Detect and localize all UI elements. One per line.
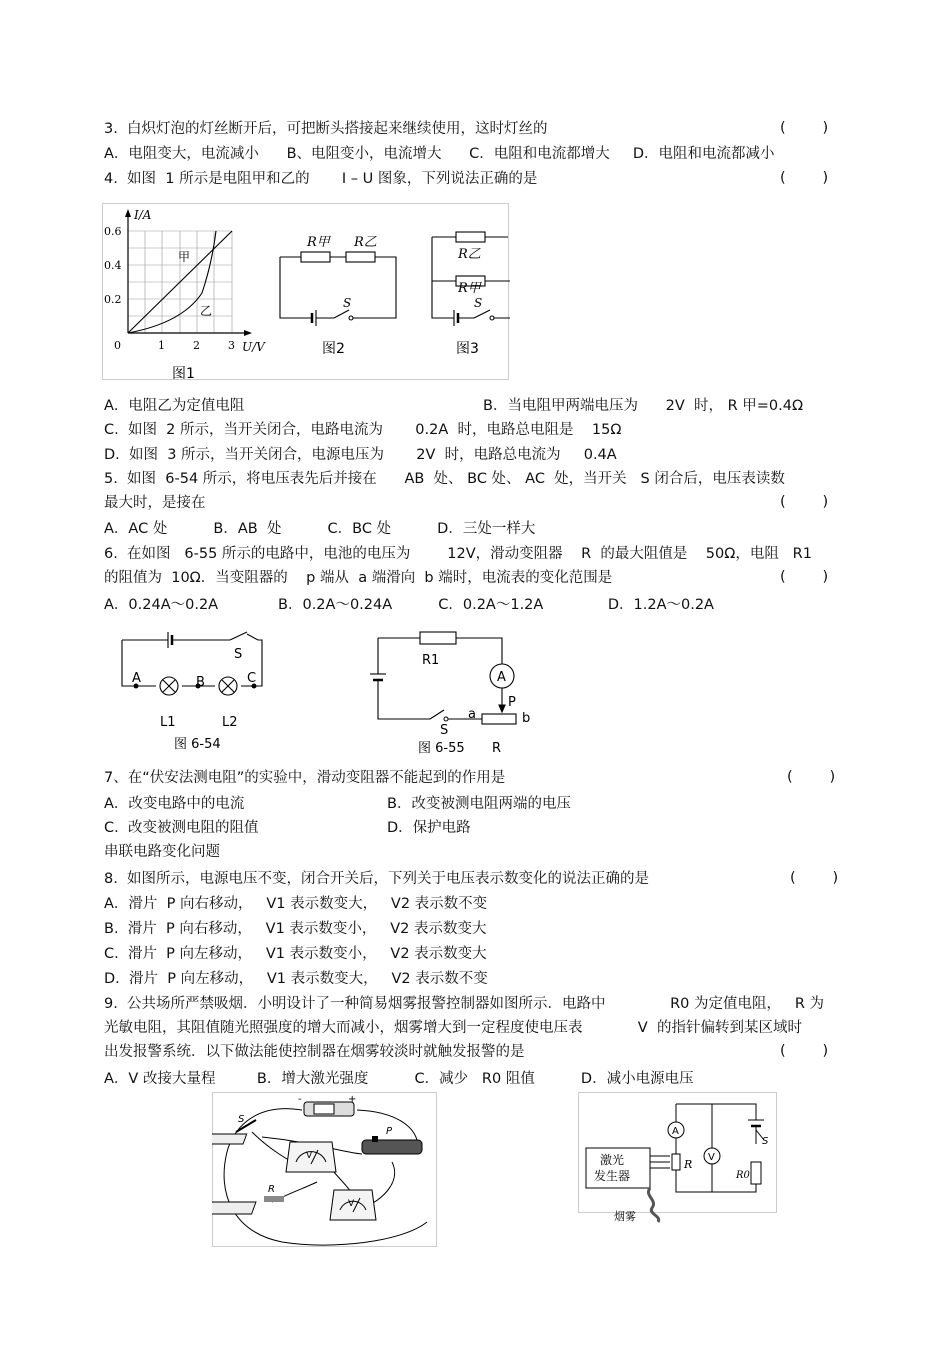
fig2-switch-label: S	[343, 296, 352, 310]
q9-stem-line1: 9. 公共场所严禁吸烟．小明设计了一种简易烟雾报警控制器如图所示．电路中 R0 为定值电阻， R 为	[104, 996, 824, 1012]
fig2-caption: 图2	[322, 341, 345, 357]
fig-6-55	[360, 622, 540, 758]
resistor-r-icon	[212, 1196, 284, 1214]
fig654-switch-label: S	[234, 647, 243, 662]
q6-stem-line1: 6. 在如图 6-55 所示的电路中，电池的电压为 12V，滑动变阻器 R 的最大阻值是 50Ω，电阻 R1	[104, 546, 812, 562]
schematic-s-label: S	[762, 1136, 769, 1147]
schematic-laser-label: 激光	[600, 1153, 625, 1167]
q8-option-c: C. 滑片 P 向左移动， V1 表示数变小， V2 表示数变大	[104, 946, 487, 962]
fig655-end-b: b	[522, 711, 531, 726]
fig655-switch-label: S	[440, 723, 449, 738]
fig654-caption: 图 6-54	[174, 737, 221, 752]
fig655-ammeter-label: A	[497, 670, 506, 685]
q8-option-d: D. 滑片 P 向左移动， V1 表示数变大， V2 表示数不变	[104, 971, 488, 987]
fig1-ytick-06: 0.6	[104, 225, 122, 238]
apparatus-s-label: S	[238, 1114, 245, 1125]
fig1-xtick-0: 0	[114, 339, 121, 352]
q9-options: A．V 改接大量程 B．增大激光强度 C．减少 R0 阻值 D．减小电源电压	[104, 1071, 694, 1087]
fig655-end-a: a	[468, 707, 476, 722]
q3-paren: ( )	[780, 120, 829, 136]
schematic-voltmeter-label: V	[708, 1152, 715, 1163]
q7-stem: 7、在“伏安法测电阻”的实验中，滑动变阻器不能起到的作用是	[104, 770, 506, 786]
fig3-r1-label: R乙	[458, 247, 481, 262]
fig654-point-a: A	[132, 671, 141, 686]
fig654-lamp2-label: L2	[222, 715, 238, 730]
fig655-r1-label: R1	[422, 653, 440, 668]
q9-paren: ( )	[780, 1043, 829, 1059]
fig1-xaxis: U/V	[242, 340, 265, 354]
fig2-r2-label: R乙	[354, 235, 377, 250]
section-heading: 串联电路变化问题	[104, 844, 220, 860]
rheostat-icon	[362, 1136, 422, 1154]
q5-paren: ( )	[780, 494, 829, 510]
fig1-graph	[104, 208, 266, 381]
battery-minus: -	[298, 1094, 302, 1105]
schematic-laser-label2: 发生器	[594, 1169, 631, 1183]
fig3-caption: 图3	[456, 341, 479, 357]
q9-stem-line2: 光敏电阻，其阻值随光照强度的增大而减小，烟雾增大到一定程度使电压表 V 的指针偏转到某区域时	[104, 1020, 802, 1036]
schematic-r0-label: R0	[736, 1170, 750, 1181]
fig654-point-b: B	[196, 675, 205, 690]
q6-paren: ( )	[780, 569, 829, 585]
apparatus-v2-label: V	[348, 1199, 355, 1209]
schematic-smoke-label: 烟雾	[614, 1210, 636, 1223]
q8-option-a: A．滑片 P 向右移动， V1 表示数变大， V2 表示数不变	[104, 896, 488, 912]
q4-stem: 4. 如图 1 所示是电阻甲和乙的 I – U 图象，下列说法正确的是	[104, 171, 538, 187]
fig1-ytick-02: 0.2	[104, 293, 122, 306]
fig655-caption: 图 6-55	[418, 741, 465, 756]
fig1-caption: 图1	[172, 366, 195, 381]
fig2-r1-label: R甲	[307, 235, 330, 250]
fig654-point-c: C	[247, 671, 257, 686]
schematic-ammeter-label: A	[672, 1126, 679, 1137]
switch-icon	[212, 1120, 256, 1144]
smoke-icon	[648, 1188, 658, 1222]
fig1-curve-yi: 乙	[200, 304, 213, 318]
q3-stem: 3. 白炽灯泡的灯丝断开后，可把断头搭接起来继续使用，这时灯丝的	[104, 121, 548, 137]
q9-schematic-figure	[578, 1092, 778, 1224]
fig1-xtick-3: 3	[228, 339, 235, 352]
q4-figures	[102, 203, 510, 381]
fig3-r2-label: R甲	[458, 281, 481, 296]
q8-stem: 8. 如图所示，电源电压不变，闭合开关后，下列关于电压表示数变化的说法正确的是	[104, 871, 650, 887]
q6-options: A．0.24A～0.2A B．0.2A～0.24A C．0.2A～1.2A D．1.2A～0.2A	[104, 597, 714, 613]
fig1-xtick-1: 1	[158, 339, 165, 352]
q5-stem-line2: 最大时，是接在	[104, 495, 206, 511]
fig-6-54	[110, 622, 280, 754]
schematic-r-label: R	[684, 1158, 693, 1171]
q7-option-d: D．保护电路	[387, 820, 471, 836]
fig1-yaxis: I/A	[134, 208, 152, 222]
q7-option-a: A．改变电路中的电流	[104, 796, 245, 812]
fig1-xtick-2: 2	[193, 339, 200, 352]
apparatus-r-label: R	[268, 1184, 275, 1195]
fig2-circuit	[280, 252, 396, 326]
battery-plus: +	[348, 1094, 357, 1105]
q4-option-c: C. 如图 2 所示，当开关闭合，电路电流为 0.2A 时，电路总电阻是 15Ω	[104, 422, 622, 438]
fig3-switch-label: S	[474, 296, 483, 310]
fig1-curve-jia: 甲	[178, 250, 191, 264]
fig655-slider-p: P	[508, 695, 516, 710]
q9-apparatus-figure	[212, 1092, 438, 1248]
q5-options: A．AC 处 B．AB 处 C．BC 处 D．三处一样大	[104, 521, 536, 537]
q4-option-d: D. 如图 3 所示，当开关闭合，电源电压为 2V 时，电路总电流为 0.4A	[104, 447, 617, 463]
q6-stem-line2: 的阻值为 10Ω．当变阻器的 p 端从 a 端滑向 b 端时，电流表的变化范围是	[104, 570, 613, 586]
q7-option-b: B．改变被测电阻两端的电压	[387, 796, 571, 812]
fig655-r-label: R	[492, 741, 502, 756]
apparatus-p-label: P	[386, 1126, 393, 1137]
fig654-lamp1-label: L1	[160, 715, 176, 730]
q8-option-b: B. 滑片 P 向右移动， V1 表示数变小， V2 表示数变大	[104, 921, 487, 937]
q5-stem-line1: 5. 如图 6-54 所示，将电压表先后并接在 AB 处、 BC 处、 AC 处，当开关 S 闭合后，电压表读数	[104, 471, 785, 487]
q7-option-c: C. 改变被测电阻的阻值	[104, 820, 259, 836]
q9-stem-line3: 出发报警系统．以下做法能使控制器在烟雾较淡时就触发报警的是	[104, 1044, 525, 1060]
q4-option-a: A．电阻乙为定值电阻	[104, 398, 245, 414]
q4-option-b: B．当电阻甲两端电压为 2V 时， R 甲=0.4Ω	[483, 398, 804, 414]
q4-paren: ( )	[780, 170, 829, 186]
q8-paren: ( )	[790, 870, 839, 886]
q3-options: A．电阻变大，电流减小 B、电阻变小，电流增大 C．电阻和电流都增大 D．电阻和电流都减小	[104, 146, 775, 162]
q7-paren: ( )	[787, 769, 836, 785]
apparatus-v1-label: V	[306, 1151, 313, 1161]
battery-icon	[304, 1102, 354, 1116]
fig1-ytick-04: 0.4	[104, 259, 122, 272]
